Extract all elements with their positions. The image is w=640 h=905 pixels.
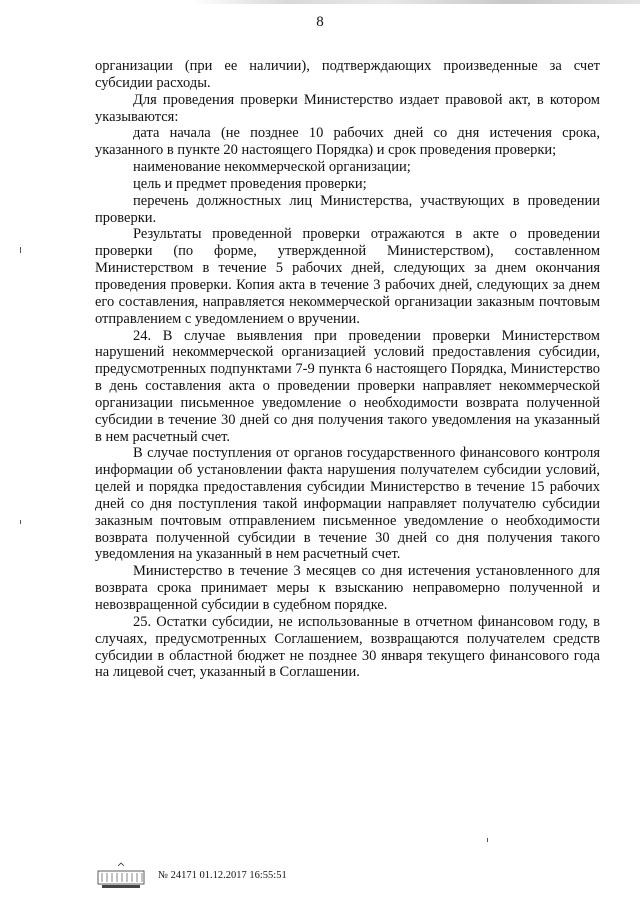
document-footer [96, 862, 356, 892]
page-number: 8 [316, 14, 324, 30]
margin-mark-right-1 [487, 838, 488, 842]
paragraph-5: цель и предмет проведения проверки; [133, 175, 367, 192]
paragraph-2: Для проведения проверки Министерство издает правовой акт, в котором указываются: [95, 91, 600, 125]
margin-mark-left-2 [20, 520, 21, 524]
paragraph-3: дата начала (не позднее 10 рабочих дней со дня истечения срока, указанного в пункте 20 настоящего Порядка) и срок проведения проверки; [95, 125, 600, 159]
paragraph-6: перечень должностных лиц Министерства, участвующих в проведении проверки. [95, 192, 600, 226]
paragraph-4: наименование некоммерческой организации; [133, 159, 411, 176]
paragraph-11: 25. Остатки субсидии, не использованные в отчетном финансовом году, в случаях, предусмотренных Соглашением, возвращаются получателем средств субсидии в областной бюджет не позднее 30 января текущего финансового года на лицевой счет, указанный в Соглашении. [95, 613, 600, 681]
paragraph-1: организации (при ее наличии), подтверждающих произведенные за счет субсидии расходы. [95, 58, 600, 91]
paragraph-7: Результаты проведенной проверки отражаются в акте о проведении проверки (по форме, утвержденной Министерством), составленном Министерством в течение 5 рабочих дней, следующих за днем окончания проведения проверки. Копия акта в течение 3 рабочих дней, следующих за днем его составления, направляется некоммерческой организации заказным почтовым отправлением с уведомлением о вручении. [95, 226, 600, 327]
document-body [95, 58, 600, 681]
registration-number: № 24171 01.12.2017 16:55:51 [158, 870, 287, 881]
paragraph-9: В случае поступления от органов государственного финансового контроля информации об установлении факта нарушения получателем субсидии условий, целей и порядка предоставления субсидии Министерство в течение 15 рабочих дней со дня поступления такой информации направляет получателю субсидии заказным почтовым отправлением письменное уведомление о необходимости возврата полученной субсидии в течение 30 дней со дня получения такого уведомления на указанный в нем расчетный счет. [95, 445, 600, 563]
paragraph-8: 24. В случае выявления при проведении проверки Министерством нарушений некоммерческой организацией условий предоставления субсидии, предусмотренных подпунктами 7-9 пункта 6 настоящего Порядка, Министерство в день составления акта о проведении проверки направляет некоммерческой организации письменное уведомление о необходимости возврата полученной субсидии в течение 30 дней со дня получения такого уведомления на указанный в нем расчетный счет. [95, 327, 600, 445]
paragraph-10: Министерство в течение 3 месяцев со дня истечения установленного для возврата срока принимает меры к взысканию неправомерно полученной и невозвращенной субсидии в судебном порядке. [95, 563, 600, 613]
scan-edge-artifact [0, 0, 640, 4]
registry-stamp-icon [96, 862, 146, 890]
margin-mark-left-1 [20, 247, 21, 253]
